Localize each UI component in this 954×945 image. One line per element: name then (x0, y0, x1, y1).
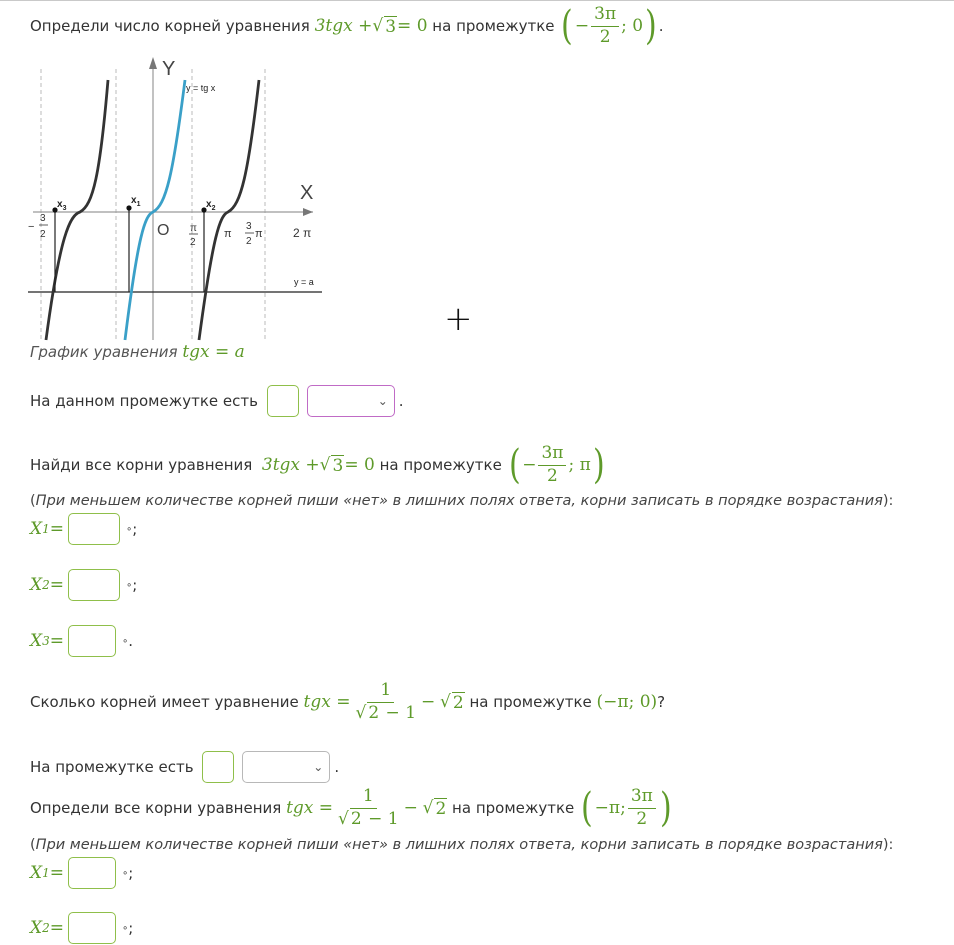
x-axis-label: X (300, 182, 314, 204)
answer-row-3: На промежутке есть ⌄ . (30, 750, 339, 784)
roots-count-input-3[interactable] (202, 751, 234, 783)
y-axis-arrow (149, 57, 157, 69)
chevron-down-icon: ⌄ (377, 394, 388, 408)
caption-prefix: График уравнения (30, 343, 178, 361)
question-1: Определи число корней уравнения 3tgx + √ 3 = 0 на промежутке ( − $\frac{3\pi}{2}$ ; 0 ) . (30, 3, 664, 49)
roots-word-select-3[interactable] (242, 751, 330, 783)
tan-branch-center (125, 80, 185, 340)
question-3: Сколько корней имеет уравнение tgx = $\frac{1}{√ 2 - 1}$ − √ 2 на промежутке (−π; 0) ? (30, 679, 666, 723)
caption-eq: tgx = a (182, 342, 245, 362)
q1-int-frac: $\frac{3\pi}{2}$ (591, 6, 619, 47)
root-x1-input[interactable] (68, 513, 120, 545)
tick-2pi: 2 π (293, 226, 312, 240)
tan-branch-right (199, 80, 259, 340)
tangent-graph (28, 55, 326, 342)
root2-x2-input[interactable] (68, 912, 116, 944)
chevron-down-icon: ⌄ (313, 760, 324, 774)
q1-int-minus: − (574, 16, 590, 36)
x1-point (126, 205, 131, 210)
root-row-1-3: X 3 = ∘ . (30, 624, 133, 658)
root2-x1-input[interactable] (68, 857, 116, 889)
graph-caption (30, 340, 245, 364)
q2-eq-sqrt: 3 (332, 455, 344, 476)
tick-neg-3: 3 (40, 213, 46, 224)
question-4: Определи все корни уравнения tgx = $\frac{1}{√ 2 - 1}$ − √ 2 на промежутке ( −π; $\frac{3\pi}{2}$ ) (30, 785, 672, 831)
a3-text: На промежутке есть (30, 758, 194, 776)
a1-end: . (398, 392, 404, 410)
q1-prefix: Определи число корней уравнения (30, 17, 310, 35)
curve-label: y = tg x (186, 83, 216, 93)
tick-neg-2: 2 (40, 229, 46, 240)
top-divider (0, 0, 954, 1)
q1-eq-sqrt: 3 (385, 16, 397, 37)
root-row-1-1: X 1 = ∘ ; (30, 512, 137, 546)
q4-fraction: $\frac{1}{√ 2 - 1}$ (338, 785, 399, 829)
x-axis-arrow (303, 208, 313, 216)
q4-note: ( При меньшем количестве корней пиши «нет» в лишних полях ответа, корни записать в порядке возрастания ): (30, 837, 894, 853)
q4-eq-a: tgx = (286, 798, 334, 818)
q1-mid: на промежутке (432, 17, 555, 35)
line-label: y = a (294, 277, 314, 287)
roots-word-select-1[interactable] (307, 385, 395, 417)
q2-eq-b: = 0 (344, 455, 375, 475)
q3-fraction: $\frac{1}{√ 2 - 1}$ (355, 679, 417, 723)
q1-end: . (658, 17, 664, 35)
q2-mid: на промежутке (379, 456, 502, 474)
tick-neg-minus: − (28, 221, 35, 233)
root-row-2-2: X 2 = ∘ ; (30, 911, 133, 945)
q2-int-minus: − (522, 455, 537, 475)
q2-note-body: При меньшем количестве корней пиши «нет» в лишних полях ответа, корни записать в порядке возрастания (35, 493, 883, 509)
crosshair-cursor: + (444, 299, 473, 339)
q3-eq-a: tgx = (303, 692, 351, 712)
root-x2-input[interactable] (68, 569, 120, 601)
tick-pi-half-top: π (190, 223, 197, 234)
x3-label: $x_3$ (57, 199, 67, 212)
y-axis-label: Y (162, 58, 176, 80)
q2-int-frac: $\frac{3\pi}{2}$ (538, 445, 566, 486)
tick-pi-half-bot: 2 (190, 237, 196, 248)
tick-3pi-half-top: 3 (246, 221, 252, 232)
roots-count-input-1[interactable] (267, 385, 299, 417)
q3-mid: на промежутке (469, 693, 592, 711)
a1-text: На данном промежутке есть (30, 392, 258, 410)
x2-label: $x_2$ (206, 199, 216, 212)
q1-eq-a: 3tgx + (314, 16, 373, 36)
root-row-1-2: X 2 = ∘ ; (30, 568, 137, 602)
x1-label: $x_1$ (131, 195, 141, 208)
q2-prefix: Найди все корни уравнения (30, 456, 253, 474)
q4-note-body: При меньшем количестве корней пиши «нет» в лишних полях ответа, корни записать в порядке возрастания (35, 837, 883, 853)
q3-prefix: Сколько корней имеет уравнение (30, 693, 299, 711)
question-2: Найди все корни уравнения 3tgx + √ 3 = 0 на промежутке ( − $\frac{3\pi}{2}$ ; π ) (30, 442, 605, 488)
q4-mid: на промежутке (452, 799, 575, 817)
tick-3pi-half-pi: π (255, 228, 263, 240)
q1-int-tail: ; 0 (621, 16, 644, 36)
q2-note: ( При меньшем количестве корней пиши «нет» в лишних полях ответа, корни записать в порядке возрастания ): (30, 493, 894, 509)
root-x3-input[interactable] (68, 625, 116, 657)
q2-int-tail: ; π (568, 455, 591, 475)
tick-pi: π (224, 228, 232, 240)
q2-eq-a: 3tgx + (261, 455, 320, 475)
answer-row-1 (30, 384, 404, 418)
q3-interval: (−π; 0) (596, 692, 658, 712)
origin-label: O (157, 222, 170, 239)
root-row-2-1: X 1 = ∘ ; (30, 856, 133, 890)
q4-int-frac: $\frac{3\pi}{2}$ (628, 788, 656, 829)
q4-prefix: Определи все корни уравнения (30, 799, 282, 817)
tick-3pi-half-bot: 2 (246, 236, 252, 247)
q1-eq-b: = 0 (397, 16, 428, 36)
